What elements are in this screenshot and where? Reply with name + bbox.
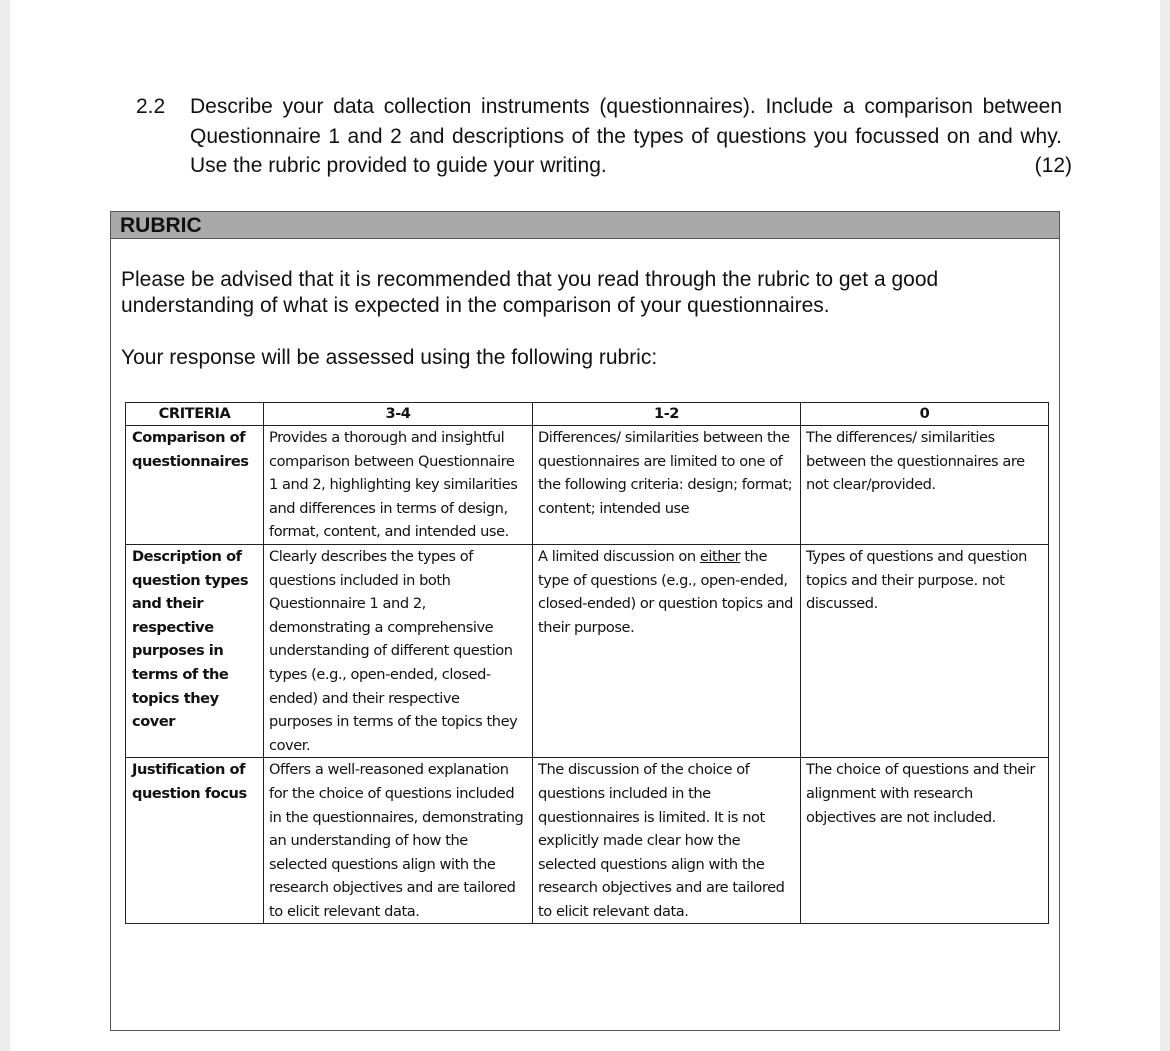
score-0-cell: The choice of questions and their alignment with research objectives are not included.: [801, 758, 1049, 924]
score-3-4-cell: Provides a thorough and insightful comparison between Questionnaire 1 and 2, highlighting key similarities and differences in terms of design, format, content, and intended use.: [264, 426, 533, 545]
header-score-0: 0: [801, 403, 1049, 426]
question-number: 2.2: [136, 95, 166, 118]
criteria-cell: Justification of question focus: [126, 758, 264, 924]
score-3-4-cell: Clearly describes the types of questions included in both Questionnaire 1 and 2, demonstrating a comprehensive understanding of different question types (e.g., open-ended, closed-ended) and their respective purposes in terms of the topics they cover.: [264, 544, 533, 757]
criteria-cell: Description of question types and their respective purposes in terms of the topics they cover: [126, 544, 264, 757]
rubric-table: [125, 402, 1049, 924]
score-0-cell: Types of questions and question topics and their purpose. not discussed.: [801, 544, 1049, 757]
rubric-assess-line: Your response will be assessed using the following rubric:: [121, 346, 658, 369]
question-text: Describe your data collection instruments (questionnaires). Include a comparison between Questionnaire 1 and 2 and descriptions of the types of questions you focussed on and why. Use the rubric provided to guide your writing.: [190, 95, 1062, 177]
table-row: [126, 758, 1049, 924]
score-3-4-cell: Offers a well-reasoned explanation for the choice of questions included in the questionnaires, demonstrating an understanding of how the selected questions align with the research objectives and are tailored to elicit relevant data.: [264, 758, 533, 924]
score-1-2-text-before: A limited discussion on: [538, 547, 700, 565]
header-criteria: CRITERIA: [126, 403, 264, 426]
score-1-2-cell: Differences/ similarities between the questionnaires are limited to one of the following criteria: design; format; content; intended use: [533, 426, 801, 545]
score-1-2-text-after: the type of questions (e.g., open-ended, closed-ended) or question topics and their purpose.: [538, 547, 793, 636]
score-1-2-underlined-word: either: [699, 547, 741, 565]
rubric-heading: RUBRIC: [111, 212, 1059, 239]
table-row: [126, 544, 1049, 757]
score-1-2-cell: The discussion of the choice of questions included in the questionnaires is limited. It is not explicitly made clear how the selected questions align with the research objectives and are tailored to elicit relevant data.: [533, 758, 801, 924]
document-page: [10, 0, 1160, 1051]
question-marks: (12): [1034, 154, 1072, 177]
criteria-cell: Comparison of questionnaires: [126, 426, 264, 545]
rubric-intro: Please be advised that it is recommended that you read through the rubric to get a good understanding of what is expected in the comparison of your questionnaires.: [121, 268, 939, 317]
score-1-2-cell: [533, 544, 801, 757]
table-row: [126, 426, 1049, 545]
header-score-1-2: 1-2: [533, 403, 801, 426]
header-score-3-4: 3-4: [264, 403, 533, 426]
rubric-box: [110, 211, 1060, 1031]
score-0-cell: The differences/ similarities between the questionnaires are not clear/provided.: [801, 426, 1049, 545]
rubric-header-row: [126, 403, 1049, 426]
